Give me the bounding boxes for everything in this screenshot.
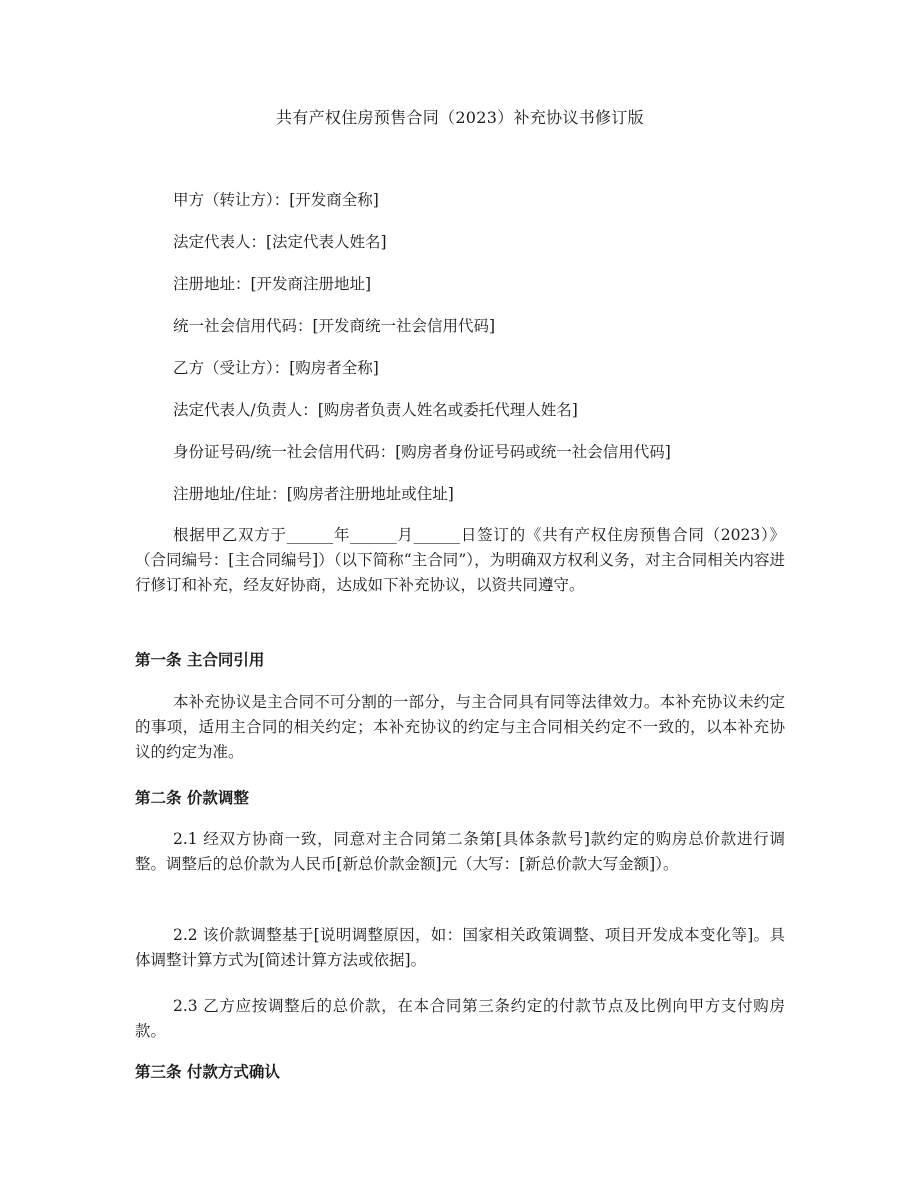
- preamble-paragraph: 根据甲乙双方于______年______月______日签订的《共有产权住房预售合同（2023）》（合同编号：[主合同编号]）（以下简称“主合同”），为明确双方权利义务，对主合同相关内容进行修订和补充，经友好协商，达成如下补充协议，以资共同遵守。: [135, 526, 785, 594]
- article-1-heading: 第一条 主合同引用: [135, 651, 265, 669]
- party-b-representative: 法定代表人/负责人：[购房者负责人姓名或委托代理人姓名]: [173, 401, 578, 419]
- clause-2-3: 2.3 乙方应按调整后的总价款，在本合同第三条约定的付款节点及比例向甲方支付购房款。: [135, 997, 785, 1040]
- party-a-representative: 法定代表人：[法定代表人姓名]: [173, 233, 387, 251]
- party-a-address: 注册地址：[开发商注册地址]: [173, 275, 372, 293]
- party-b-name: 乙方（受让方）：[购房者全称]: [173, 359, 379, 377]
- party-b-address: 注册地址/住址：[购房者注册地址或住址]: [173, 485, 454, 503]
- party-a-name: 甲方（转让方）：[开发商全称]: [173, 191, 379, 209]
- party-b-id-number: 身份证号码/统一社会信用代码：[购房者身份证号码或统一社会信用代码]: [173, 443, 671, 461]
- article-2-heading: 第二条 价款调整: [135, 789, 249, 807]
- article-3-heading: 第三条 付款方式确认: [135, 1063, 280, 1081]
- clause-2-2: 2.2 该价款调整基于[说明调整原因，如：国家相关政策调整、项目开发成本变化等]。具体调整计算方式为[简述计算方法或依据]。: [135, 926, 785, 969]
- party-a-credit-code: 统一社会信用代码：[开发商统一社会信用代码]: [173, 317, 496, 335]
- article-1-body: 本补充协议是主合同不可分割的一部分，与主合同具有同等法律效力。本补充协议未约定的事项，适用主合同的相关约定；本补充协议的约定与主合同相关约定不一致的，以本补充协议的约定为准。: [135, 693, 785, 761]
- clause-2-1: 2.1 经双方协商一致，同意对主合同第二条第[具体条款号]款约定的购房总价款进行调整。调整后的总价款为人民币[新总价款金额]元（大写：[新总价款大写金额]）。: [135, 830, 785, 873]
- document-title: 共有产权住房预售合同（2023）补充协议书修订版: [276, 108, 644, 127]
